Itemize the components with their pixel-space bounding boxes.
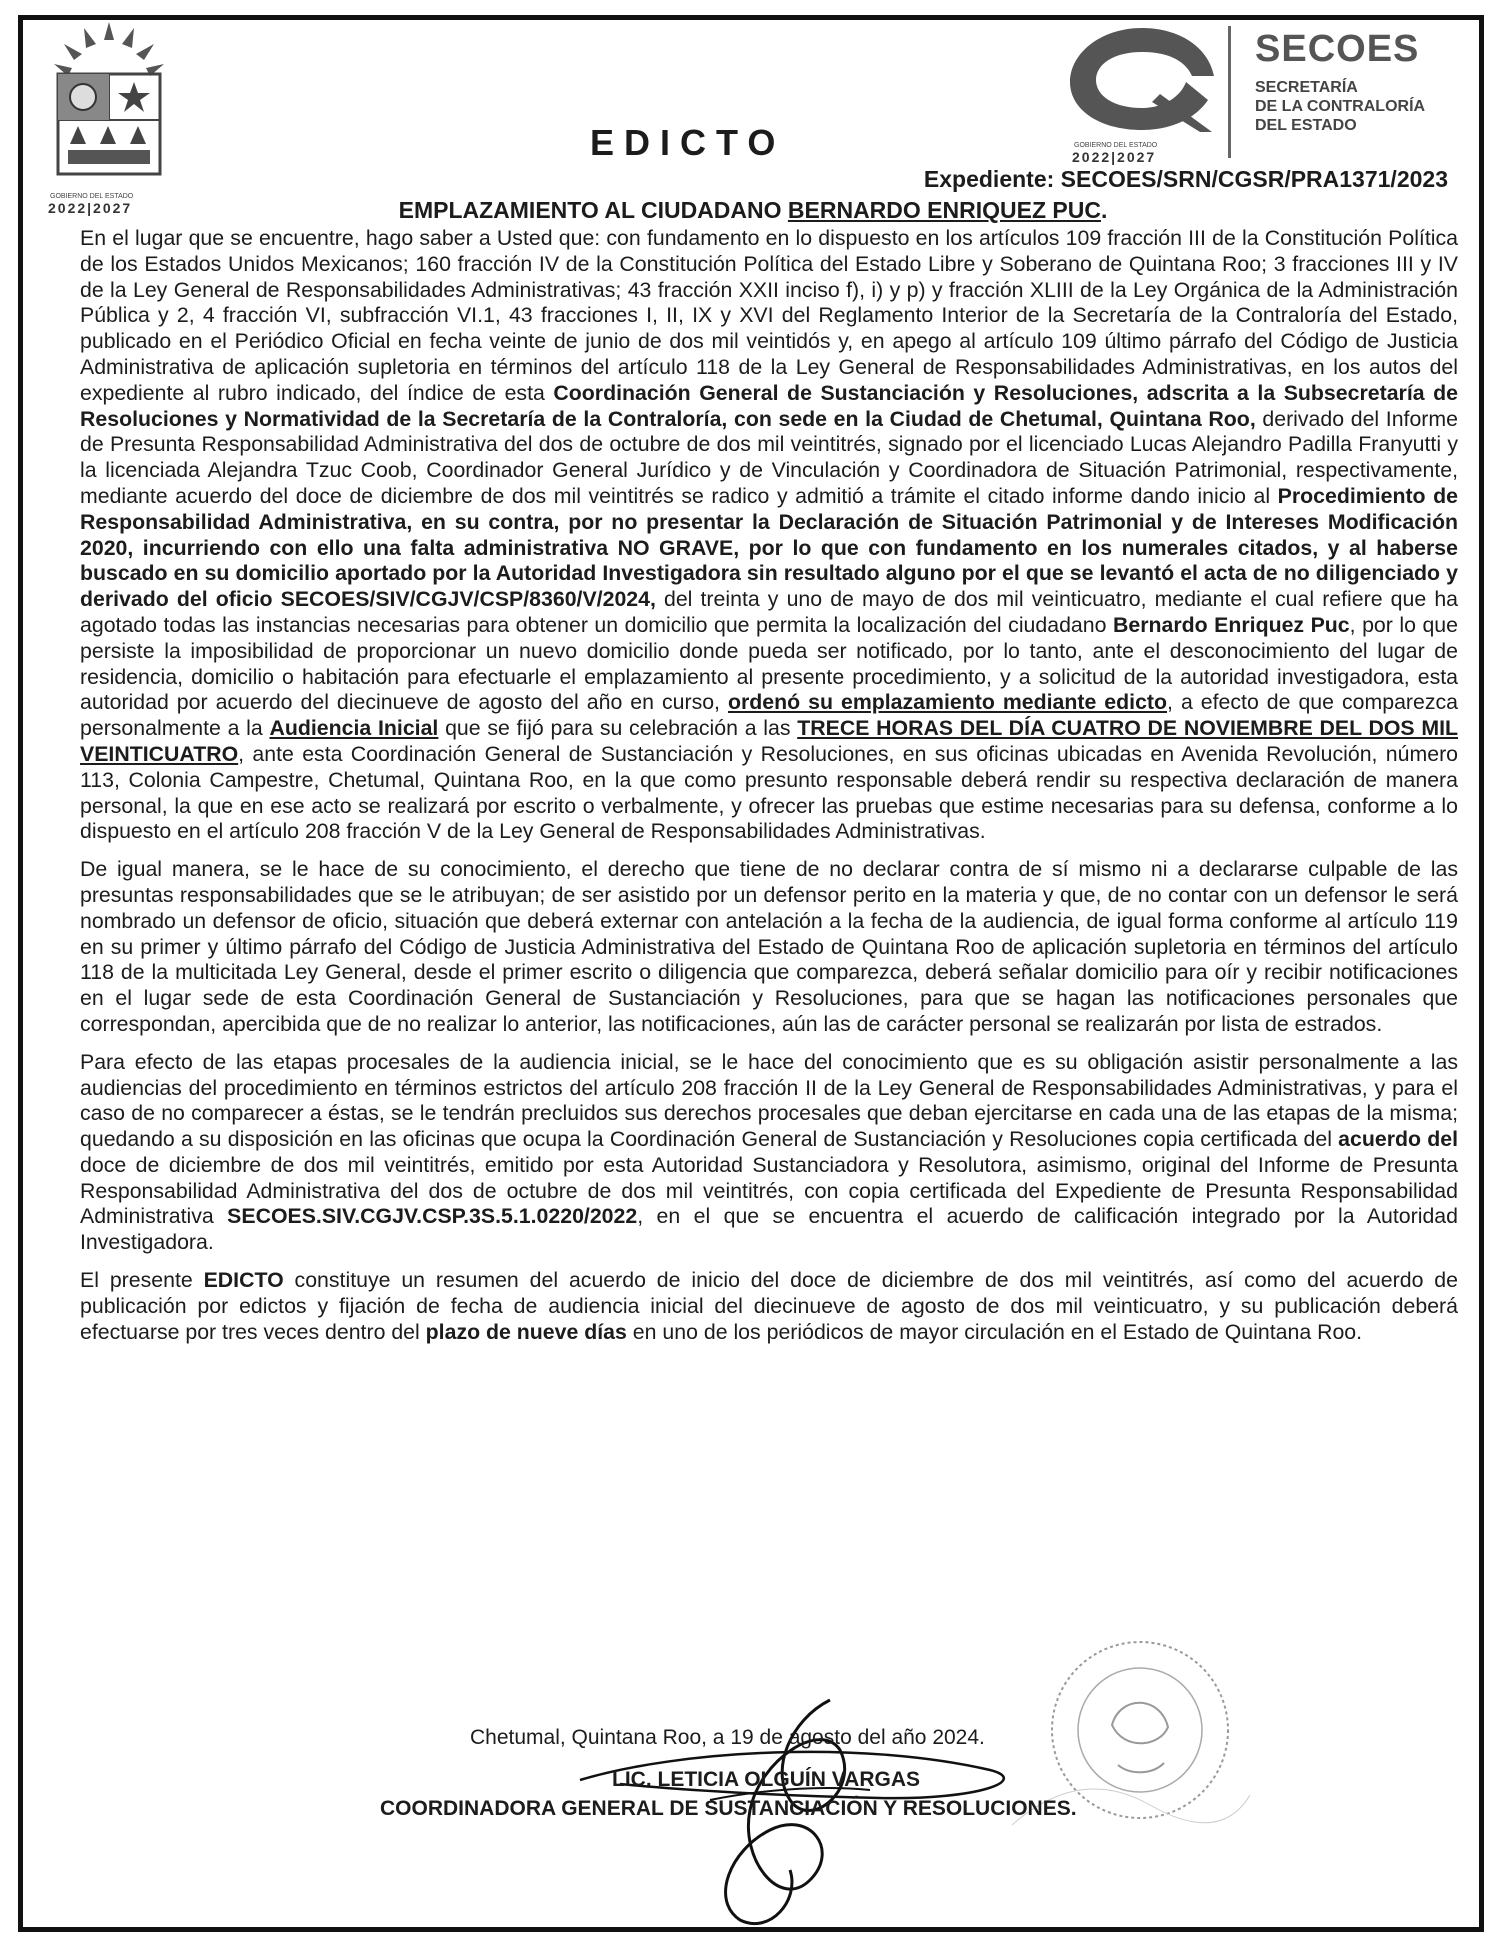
p3-bold-1: acuerdo del bbox=[1338, 1127, 1459, 1152]
paragraph-3 bbox=[80, 1050, 1458, 1256]
emplazamiento-suffix: . bbox=[1100, 197, 1108, 223]
p1-text-1: En el lugar que se encuentre, hago saber a Usted que: con fundamento en lo dispuesto en los artículos 109 fracción III de la Constitución Política de los Estados Unidos Mexicanos; 160 fracción IV de la Constitución Política del Estado Libre y Soberano de Quintana Roo; 3 fracciones III y IV de la Ley General de Responsabilidades Administrativas; 43 fracción XXII inciso f), i) y p) y fracción XLIII de la Ley Orgánica de la Administración Pública y 2, 4 fracción VI, subfracción VI.1, 43 fracciones I, II, IX y XVI del Reglamento Interior de la Secretaría de la Contraloría del Estado, publicado en el Periódico Oficial en fecha veinte de junio de dos mil veintidós y, en apego al artículo 109 último párrafo del Código de Justicia Administrativa de aplicación supletoria en términos del artículo 118 de la Ley General de Responsabilidades Administrativas, en los autos del expediente al rubro indicado, del índice de esta bbox=[80, 226, 1458, 405]
place-date: Chetumal, Quintana Roo, a 19 de agosto del año 2024. bbox=[470, 1726, 985, 1749]
p1-bold-1: Coordinación General de Sustanciación y Resoluciones, adscrita a la Subsecretaría de Resoluciones y Normatividad de la Secretaría de la Contraloría, con sede en la Ciudad de Chetumal, Quintana Roo, bbox=[80, 380, 1458, 431]
p1-text-2: derivado del Informe de Presunta Responsabilidad Administrativa del dos de octubre de dos mil veintitrés, signado por el licenciado Lucas Alejandro Padilla Franyutti y la licenciada Alejandra Tzuc Coob, Coordinador General Jurídico y de Vinculación y Coordinadora de Situación Patrimonial, respectivamente, mediante acuerdo del doce de diciembre de dos mil veintitrés se radico y admitió a trámite el citado informe dando inicio al bbox=[80, 406, 1458, 508]
p1-bold-underline-1: ordenó su emplazamiento mediante edicto bbox=[727, 690, 1168, 715]
p3-bold-2: SECOES.SIV.CGJV.CSP.3S.5.1.0220/2022 bbox=[227, 1204, 638, 1229]
p1-bold-2: Procedimiento de Responsabilidad Administrativa, en su contra, por no presentar la Declaración de Situación Patrimonial y de Intereses Modificación 2020, incurriendo con ello una falta administrativa NO GRAVE, por lo que con fundamento en los numerales citados, y al haberse buscado en su domicilio aportado por la Autoridad Investigadora sin resultado alguno por el que se levantó el acta de no diligenciado y derivado del oficio SECOES/SIV/CGJV/CSP/8360/V/2024, bbox=[80, 483, 1458, 612]
secoes-subtitle bbox=[1255, 78, 1425, 135]
p3-text-3: , en el que se encuentra el acuerdo de calificación integrado por la Autoridad Investigadora. bbox=[80, 1204, 1458, 1255]
paragraph-2: De igual manera, se le hace de su conocimiento, el derecho que tiene de no declarar contra de sí mismo ni a declararse culpable de las presuntas responsabilidades que se le atribuyan; de ser asistido por un defensor perito en la materia y que, de no contar con un defensor le será nombrado un defensor de oficio, situación que deberá externar con antelación a la fecha de la audiencia, de igual forma conforme al artículo 119 en su primer y último párrafo del Código de Justicia Administrativa del Estado de Quintana Roo de aplicación supletoria en términos del artículo 118 de la multicitada Ley General, desde el primer escrito o diligencia que comparezca, deberá señalar domicilio para oír y recibir notificaciones en el lugar sede de esta Coordinación General de Sustanciación y Resoluciones, para que se hagan las notificaciones personales que correspondan, apercibida que de no realizar lo anterior, las notificaciones, aún las de carácter personal se realizarán por lista de estrados. bbox=[80, 857, 1458, 1036]
p1-text-5: , a efecto de que comparezca personalmente a la bbox=[80, 690, 1458, 741]
citizen-name: BERNARDO ENRIQUEZ PUC bbox=[787, 197, 1101, 223]
secoes-line-3: DEL ESTADO bbox=[1255, 117, 1357, 134]
q-logo bbox=[1062, 22, 1222, 172]
q-logo-icon bbox=[1062, 22, 1222, 137]
p4-text-1: El presente bbox=[80, 1268, 204, 1293]
signer-role: COORDINADORA GENERAL DE SUSTANCIACIÓN Y RESOLUCIONES. bbox=[380, 1797, 1077, 1820]
paragraph-4 bbox=[80, 1268, 1458, 1345]
p1-text-3: del treinta y uno de mayo de dos mil veinticuatro, mediante el cual refiere que ha agotado todas las instancias necesarias para obtener un domicilio que permita la localización del ciudadano bbox=[80, 587, 1459, 637]
p1-text-4: , por lo que persiste la imposibilidad de proporcionar un nuevo domicilio donde pueda ser notificado, por lo tanto, ante el desconocimiento del lugar de residencia, domicilio o habitación para efectuarle el emplazamiento al presente procedimiento, y a solicitud de la autoridad investigadora, esta autoridad por acuerdo del diecinueve de agosto del año en curso, bbox=[80, 612, 1458, 715]
q-logo-years: 2022|2027 bbox=[1072, 149, 1157, 165]
p4-bold-1: EDICTO bbox=[203, 1268, 284, 1293]
emblem-years: 2022|2027 bbox=[48, 200, 133, 216]
logo-divider bbox=[1228, 26, 1231, 158]
secoes-line-1: SECRETARÍA bbox=[1255, 79, 1358, 96]
secoes-name: SECOES bbox=[1255, 28, 1420, 70]
emplazamiento-prefix: EMPLAZAMIENTO AL CIUDADANO bbox=[398, 197, 788, 223]
p1-bold-underline-2: Audiencia Inicial bbox=[269, 716, 439, 741]
coat-of-arms-icon bbox=[44, 18, 174, 188]
p4-text-3: en uno de los periódicos de mayor circulación en el Estado de Quintana Roo. bbox=[626, 1319, 1363, 1344]
secoes-line-2: DE LA CONTRALORÍA bbox=[1255, 98, 1426, 115]
p1-text-6: que se fijó para su celebración a las bbox=[438, 716, 798, 741]
p4-bold-2: plazo de nueve días bbox=[425, 1319, 627, 1344]
expediente-number: Expediente: SECOES/SRN/CGSR/PRA1371/2023 bbox=[923, 166, 1448, 192]
q-logo-subtitle: GOBIERNO DEL ESTADO bbox=[1074, 142, 1158, 149]
p3-text-2: doce de diciembre de dos mil veintitrés, emitido por esta Autoridad Sustanciadora y Resolutora, asimismo, original del Informe de Presunta Responsabilidad Administrativa del dos de octubre de dos mil veintitrés, con copia certificada del Expediente de Presunta Responsabilidad Administrativa bbox=[80, 1152, 1458, 1229]
signer-name: LIC. LETICIA OLGUÍN VARGAS bbox=[612, 1768, 920, 1791]
emblem-subtitle: GOBIERNO DEL ESTADO bbox=[50, 193, 134, 200]
emplazamiento-heading bbox=[0, 197, 1506, 224]
p1-bold-underline-3: TRECE HORAS DEL DÍA CUATRO DE NOVIEMBRE DEL DOS MIL VEINTICUATRO bbox=[80, 716, 1459, 766]
paragraph-1 bbox=[80, 226, 1458, 845]
p1-text-7: , ante esta Coordinación General de Sustanciación y Resoluciones, en sus oficinas ubicadas en Avenida Revolución, número 113, Colonia Campestre, Chetumal, Quintana Roo, en la que como presunto responsable deberá rendir su respectiva declaración de manera personal, la que en ese acto se realizará por escrito o verbalmente, y ofrecer las pruebas que estime necesarias para su defensa, conforme a lo dispuesto en el artículo 208 fracción V de la Ley General de Responsabilidades Administrativas. bbox=[80, 741, 1458, 844]
p1-bold-3: Bernardo Enriquez Puc bbox=[1112, 612, 1350, 637]
state-emblem bbox=[44, 18, 174, 216]
document-title: EDICTO bbox=[590, 122, 786, 163]
p3-text-1: Para efecto de las etapas procesales de la audiencia inicial, se le hace del conocimiento que es su obligación asistir personalmente a las audiencias del procedimiento en términos estrictos del artículo 208 fracción II de la Ley General de Responsabilidades Administrativas, y para el caso de no comparecer a éstas, se le tendrán precluidos sus derechos procesales que deban ejercitarse en cada una de las etapas de la misma; quedando a su disposición en las oficinas que ocupa la Coordinación General de Sustanciación y Resoluciones copia certificada del bbox=[80, 1049, 1458, 1152]
p4-text-2: constituye un resumen del acuerdo de inicio del doce de diciembre de dos mil veintitrés, así como del acuerdo de publicación por edictos y fijación de fecha de audiencia inicial del diecinueve de agosto de dos mil veinticuatro, y su publicación deberá efectuarse por tres veces dentro del bbox=[80, 1268, 1458, 1344]
edict-body bbox=[80, 226, 1458, 1345]
